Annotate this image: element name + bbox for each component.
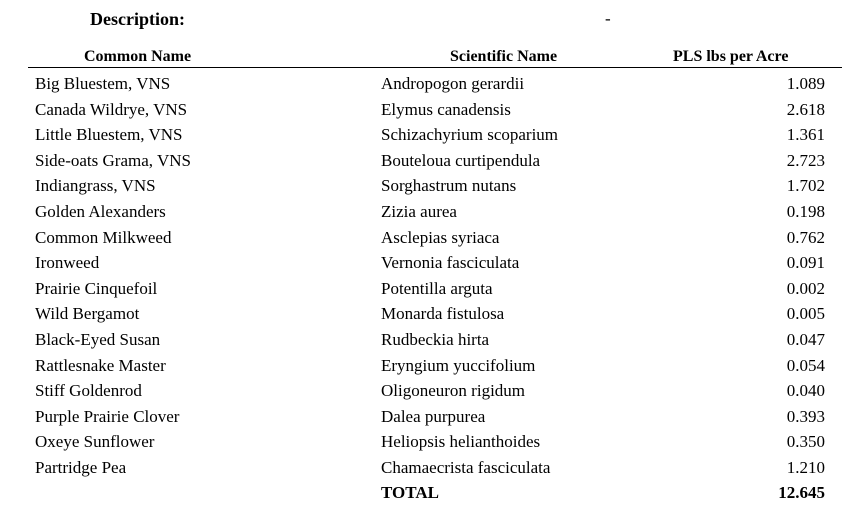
common-name-cell: Partridge Pea bbox=[35, 457, 127, 477]
common-name-cell: Side-oats Grama, VNS bbox=[35, 150, 191, 170]
common-name-cell: Golden Alexanders bbox=[35, 201, 166, 221]
scientific-name-cell: Andropogon gerardii bbox=[381, 74, 525, 93]
pls-value-cell: 0.091 bbox=[786, 253, 825, 273]
common-name-cell: Common Milkweed bbox=[35, 227, 172, 247]
pls-value-cell: 2.723 bbox=[786, 150, 825, 170]
table-row bbox=[0, 122, 842, 148]
scientific-name-cell: Chamaecrista fasciculata bbox=[381, 457, 551, 477]
scientific-name-cell: Zizia aurea bbox=[381, 201, 457, 221]
common-name-cell: Oxeye Sunflower bbox=[35, 432, 155, 452]
pls-value-cell: 1.089 bbox=[786, 74, 825, 93]
description-label: Description: bbox=[90, 9, 185, 29]
table-row bbox=[0, 353, 842, 379]
total-row bbox=[0, 480, 842, 505]
pls-value-cell: 1.210 bbox=[786, 457, 825, 477]
common-name-cell: Indiangrass, VNS bbox=[35, 176, 156, 196]
table-row bbox=[0, 429, 842, 455]
pls-value-cell: 0.198 bbox=[786, 201, 825, 221]
table-row bbox=[0, 71, 842, 97]
scientific-name-cell: Heliopsis helianthoides bbox=[381, 432, 541, 452]
pls-value-cell: 0.040 bbox=[786, 381, 825, 401]
table-row bbox=[0, 97, 842, 123]
pls-value-cell: 1.361 bbox=[786, 125, 825, 145]
scientific-name-cell: Monarda fistulosa bbox=[381, 304, 505, 324]
table-row bbox=[0, 327, 842, 353]
common-name-cell: Black-Eyed Susan bbox=[35, 329, 161, 349]
table-row bbox=[0, 301, 842, 327]
scientific-name-cell: Sorghastrum nutans bbox=[381, 176, 517, 196]
scientific-name-cell: Schizachyrium scoparium bbox=[381, 125, 559, 145]
scientific-name-cell: Eryngium yuccifolium bbox=[381, 355, 536, 375]
common-name-cell: Rattlesnake Master bbox=[35, 355, 166, 375]
table-row bbox=[0, 225, 842, 251]
header-pls-lbs-per-acre: PLS lbs per Acre bbox=[673, 48, 789, 65]
common-name-cell: Purple Prairie Clover bbox=[35, 406, 180, 426]
scientific-name-cell: Dalea purpurea bbox=[381, 406, 486, 426]
total-label: TOTAL bbox=[381, 483, 439, 502]
common-name-cell: Ironweed bbox=[35, 253, 100, 273]
pls-value-cell: 0.054 bbox=[786, 355, 825, 375]
pls-value-cell: 0.047 bbox=[786, 329, 825, 349]
table-row bbox=[0, 455, 842, 481]
pls-value-cell: 1.702 bbox=[786, 176, 825, 196]
scientific-name-cell: Asclepias syriaca bbox=[381, 227, 500, 247]
common-name-cell: Stiff Goldenrod bbox=[35, 381, 142, 401]
seed-mix-table bbox=[0, 71, 842, 481]
table-row bbox=[0, 148, 842, 174]
scientific-name-cell: Oligoneuron rigidum bbox=[381, 381, 526, 401]
scientific-name-cell: Bouteloua curtipendula bbox=[381, 150, 541, 170]
table-row bbox=[0, 378, 842, 404]
scientific-name-cell: Potentilla arguta bbox=[381, 278, 493, 298]
description-value: - bbox=[605, 9, 611, 28]
common-name-cell: Prairie Cinquefoil bbox=[35, 278, 158, 298]
scientific-name-cell: Elymus canadensis bbox=[381, 99, 511, 119]
table-row bbox=[0, 276, 842, 302]
pls-value-cell: 0.762 bbox=[786, 227, 825, 247]
pls-value-cell: 2.618 bbox=[786, 99, 825, 119]
header-scientific-name: Scientific Name bbox=[450, 48, 558, 65]
pls-value-cell: 0.005 bbox=[786, 304, 825, 324]
common-name-cell: Little Bluestem, VNS bbox=[35, 125, 183, 145]
table-row bbox=[0, 404, 842, 430]
scientific-name-cell: Rudbeckia hirta bbox=[381, 329, 490, 349]
table-row bbox=[0, 250, 842, 276]
table-row bbox=[0, 173, 842, 199]
scientific-name-cell: Vernonia fasciculata bbox=[381, 253, 520, 273]
header-common-name: Common Name bbox=[84, 48, 192, 65]
common-name-cell: Big Bluestem, VNS bbox=[35, 74, 171, 93]
common-name-cell: Wild Bergamot bbox=[35, 304, 140, 324]
header-divider bbox=[28, 67, 842, 68]
pls-value-cell: 0.393 bbox=[786, 406, 825, 426]
common-name-cell: Canada Wildrye, VNS bbox=[35, 99, 188, 119]
table-row bbox=[0, 199, 842, 225]
pls-value-cell: 0.002 bbox=[786, 278, 825, 298]
total-value: 12.645 bbox=[778, 483, 825, 502]
pls-value-cell: 0.350 bbox=[786, 432, 825, 452]
